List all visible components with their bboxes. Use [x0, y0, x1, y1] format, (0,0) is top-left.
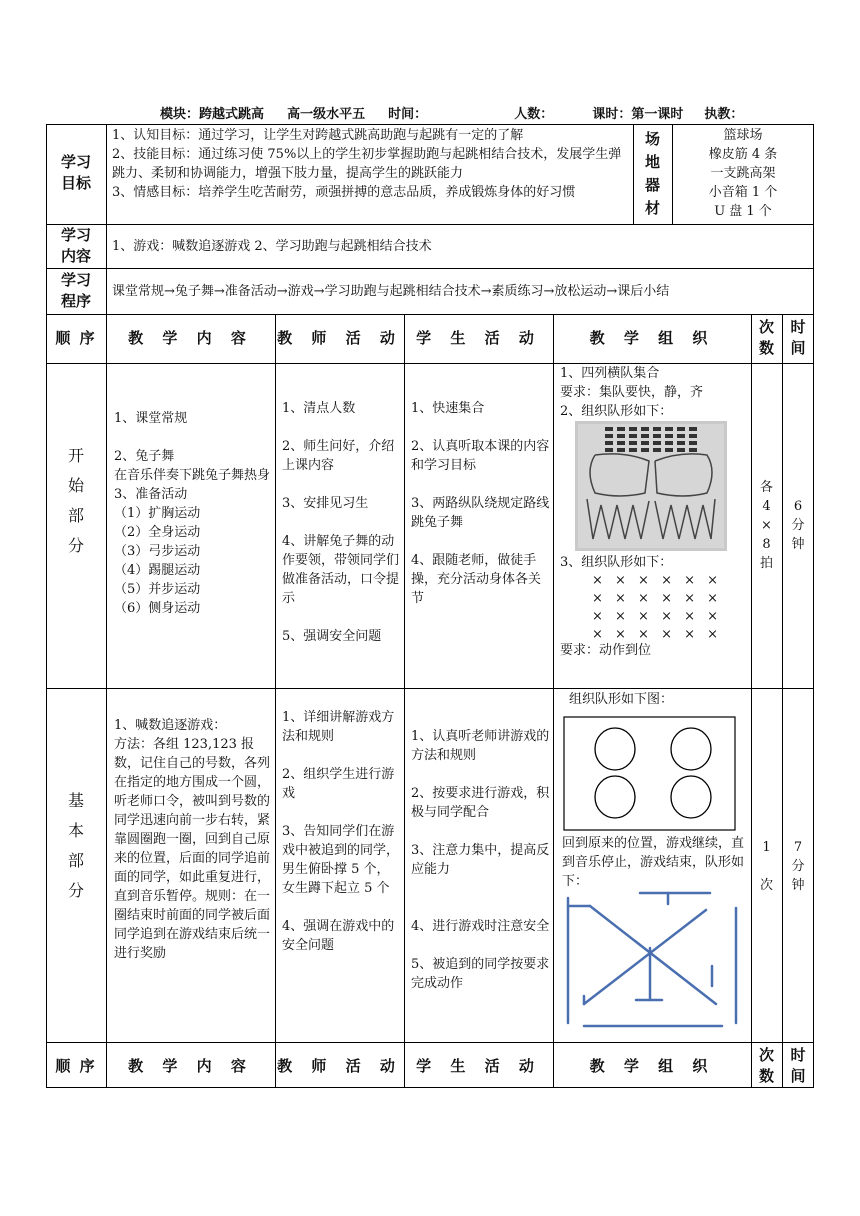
teacher-label: 执教： [704, 107, 744, 122]
start-teacher: 1、清点人数 2、师生问好，介绍上课内容 3、安排见习生 4、讲解兔子舞的动作要领，带领同学们做准备活动，口令提示 5、强调安全问题 [282, 401, 400, 644]
start-section-label: 开 始 部 分 [67, 446, 84, 555]
rabbit-dance-route-diagram [575, 421, 727, 551]
lesson-header [160, 103, 743, 122]
time-label: 时间： [388, 107, 428, 122]
x-formation-row-1: × × × × × × [592, 573, 723, 588]
circle-formation-diagram [563, 716, 736, 831]
col-content: 教 学 内 容 [128, 329, 253, 347]
col-teacher: 教 师 活 动 [277, 329, 402, 347]
col-student-repeat: 学 生 活 动 [416, 1057, 541, 1075]
start-duration: 6 分 钟 [791, 499, 805, 552]
venue-label: 场 地 器 材 [644, 130, 660, 217]
basic-content: 1、喊数追逐游戏： 方法：各组 123,123 报数，记住自己的号数，各列在指定的地方围成一个圆，听老师口令，被叫到号数的同学迅速向前一步右转，紧靠圆圈跑一圈，回到自己原来的位置，后面的同学追前面的同学，如此重复进行，直到音乐暂停。规则：在一圈结束时前面的同学被后面同学追到在游戏结束后统一进行奖励 [114, 718, 271, 961]
col-duration: 时 间 [790, 318, 806, 357]
goals-text: 1、认知目标：通过学习，让学生对跨越式跳高助跑与起跳有一定的了解 2、技能目标：通过练习使 75%以上的学生初步掌握助跑与起跳相结合技术，发展学生弹跳力、柔韧和协调能力，增强下肢力量，提高学生的跳跃能力 3、情感目标：培养学生吃苦耐劳，顽强拼搏的意志品质，养成锻炼身体的好习惯 [112, 128, 622, 200]
col-times: 次 数 [758, 318, 774, 357]
lesson-label: 课时：第一课时 [592, 107, 684, 122]
basic-teacher: 1、详细讲解游戏方法和规则 2、组织学生进行游戏 3、告知同学们在游戏中被追到的同学，男生俯卧撑 5 个，女生蹲下起立 5 个 4、强调在游戏中的安全问题 [282, 710, 400, 953]
col-times-repeat: 次 数 [758, 1046, 774, 1085]
basic-section-label: 基 本 部 分 [67, 791, 84, 900]
x-formation-row-2: × × × × × × [592, 591, 723, 606]
start-student: 1、快速集合 2、认真听取本课的内容和学习目标 3、两路纵队绕规定路线跳兔子舞 4、跟随老师，做徒手操，充分活动身体各关节 [411, 401, 550, 606]
start-org-top: 1、四列横队集合 要求：集队要快，静，齐 2、组织队形如下： [560, 366, 704, 419]
basic-duration: 7 分 钟 [791, 840, 805, 893]
col-org-repeat: 教 学 组 织 [589, 1057, 715, 1075]
basic-org-title: 组织队形如下图： [569, 692, 674, 707]
basic-student: 1、认真听老师讲游戏的方法和规则 2、按要求进行游戏，积极与同学配合 3、注意力集中，提高反应能力 4、进行游戏时注意安全 5、被追到的同学按要求完成动作 [411, 729, 550, 991]
content-label: 学习 内容 [60, 226, 91, 265]
col-teacher-repeat: 教 师 活 动 [277, 1057, 402, 1075]
procedure-text: 课堂常规→兔子舞→准备活动→游戏→学习助跑与起跳相结合技术→素质练习→放松运动→课后小结 [112, 284, 670, 299]
basic-org-text: 回到原来的位置，游戏继续，直到音乐停止，游戏结束，队形如下： [562, 836, 745, 889]
start-times: 各 4 × 8 拍 [759, 480, 773, 571]
col-content-repeat: 教 学 内 容 [128, 1057, 253, 1075]
start-content: 1、课堂常规 2、兔子舞 在音乐伴奏下跳兔子舞热身 3、准备活动 （1）扩胸运动 （2）全身运动 （3）弓步运动 （4）踢腿运动 （5）并步运动 （6）侧身运动 [114, 411, 271, 616]
x-formation-row-3: × × × × × × [592, 609, 723, 624]
content-text: 1、游戏：喊数追逐游戏 2、学习助跑与起跳相结合技术 [112, 239, 432, 254]
col-student: 学 生 活 动 [416, 329, 541, 347]
start-org-mid: 3、组织队形如下： [560, 555, 673, 570]
procedure-label: 学习 程序 [60, 271, 91, 310]
col-order-repeat: 顺 序 [55, 1057, 97, 1075]
col-duration-repeat: 时 间 [790, 1046, 806, 1085]
col-org: 教 学 组 织 [589, 329, 715, 347]
col-order: 顺 序 [55, 329, 97, 347]
start-org-bottom: 要求：动作到位 [560, 643, 652, 658]
x-formation-row-4: × × × × × × [592, 627, 723, 642]
count-label: 人数： [514, 107, 554, 122]
x-route-diagram [562, 888, 744, 1033]
basic-times: 1 次 [759, 840, 773, 893]
venue-text: 篮球场 橡皮筋 4 条 一支跳高架 小音箱 1 个 U 盘 1 个 [708, 128, 778, 219]
goals-label: 学习 目标 [60, 153, 91, 192]
level-label: 高一级水平五 [287, 107, 366, 122]
module-title: 模块：跨越式跳高 [160, 107, 265, 122]
